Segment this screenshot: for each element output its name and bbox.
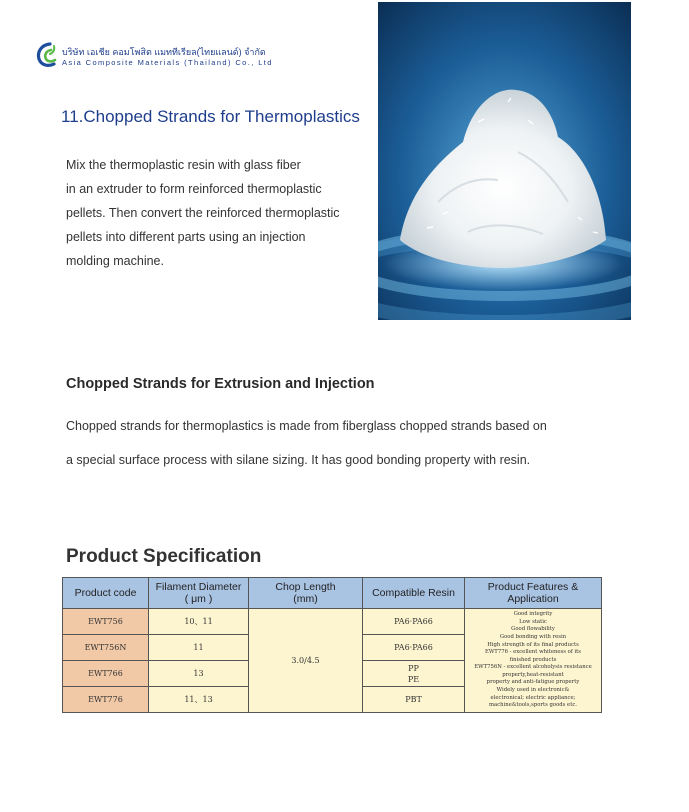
feature-line: Low static: [519, 618, 547, 625]
feature-line: EWT776 - excellent whiteness of its: [484, 649, 582, 656]
diameter-cell: 13: [149, 661, 249, 687]
feature-line: Good bonding with resin: [499, 633, 567, 640]
header-product-code: Product code: [63, 578, 149, 609]
resin-line: PP: [408, 663, 419, 673]
header-chop-length: [249, 578, 363, 609]
intro-line: molding machine.: [66, 254, 164, 268]
header-diameter-line: Filament Diameter: [155, 581, 242, 593]
intro-line: pellets into different parts using an injection: [66, 230, 306, 244]
header-chop-line: Chop Length: [275, 581, 336, 593]
product-code-cell: EWT776: [63, 687, 149, 713]
feature-line: Good flowability: [511, 626, 555, 633]
intro-line: in an extruder to form reinforced thermoplastic: [66, 182, 322, 196]
header-features-line: Application: [507, 593, 559, 605]
feature-line: machine&tools,sports goods etc.: [489, 702, 577, 709]
intro-line: Mix the thermoplastic resin with glass fiber: [66, 158, 301, 172]
feature-line: EWT756N - excellent alcoholysis resistance: [474, 664, 592, 671]
diameter-cell: 11、13: [149, 687, 249, 713]
product-photo: [378, 2, 631, 320]
header-features-line: Product Features &: [487, 581, 579, 593]
resin-line: PE: [407, 674, 420, 684]
product-code-cell: EWT756N: [63, 635, 149, 661]
feature-line: property and anti-fatigue property: [486, 679, 580, 686]
section-title: 11.Chopped Strands for Thermoplastics: [61, 107, 360, 126]
header-diameter-unit: ( μm ): [184, 593, 213, 605]
resin-cell: PA6·PA66: [363, 609, 465, 635]
resin-cell: PBT: [363, 687, 465, 713]
feature-line: Widely used in electronic&: [496, 687, 570, 694]
feature-line: property,heat-resistant: [502, 671, 564, 678]
diameter-cell: 11: [149, 635, 249, 661]
features-cell: [465, 609, 602, 713]
feature-line: High strength of its final products: [487, 641, 579, 648]
feature-line: electronical; electric appliance;: [490, 694, 576, 701]
table-row: [63, 609, 602, 635]
spec-table: [62, 577, 602, 713]
chop-length-cell: 3.0/4.5: [249, 609, 363, 713]
extrusion-line: Chopped strands for thermoplastics is made from fiberglass chopped strands based on: [66, 419, 547, 433]
spec-header-row: [63, 578, 602, 609]
logo-mark-icon: [36, 42, 60, 68]
company-logo: [36, 40, 286, 72]
feature-line: finished products: [509, 656, 557, 663]
extrusion-paragraph: [66, 409, 666, 477]
feature-line: Good integrity: [513, 611, 553, 618]
resin-cell: PA6·PA66: [363, 635, 465, 661]
extrusion-heading: Chopped Strands for Extrusion and Injection: [66, 376, 375, 392]
intro-line: pellets. Then convert the reinforced thermoplastic: [66, 206, 340, 220]
header-features: [465, 578, 602, 609]
header-compatible-resin: Compatible Resin: [363, 578, 465, 609]
diameter-cell: 10、11: [149, 609, 249, 635]
logo-thai-name: บริษัท เอเชีย คอมโพสิต แมททีเรียล(ไทยแลนด์) จำกัด: [62, 47, 266, 57]
intro-paragraph: [66, 153, 366, 273]
header-chop-unit: (mm): [293, 593, 318, 605]
logo-english-name: Asia Composite Materials (Thailand) Co., Ltd: [62, 58, 273, 67]
resin-cell: [363, 661, 465, 687]
product-code-cell: EWT766: [63, 661, 149, 687]
extrusion-line: a special surface process with silane sizing. It has good bonding property with resin.: [66, 453, 531, 467]
header-filament-diameter: [149, 578, 249, 609]
product-code-cell: EWT756: [63, 609, 149, 635]
spec-title: Product Specification: [66, 546, 262, 567]
